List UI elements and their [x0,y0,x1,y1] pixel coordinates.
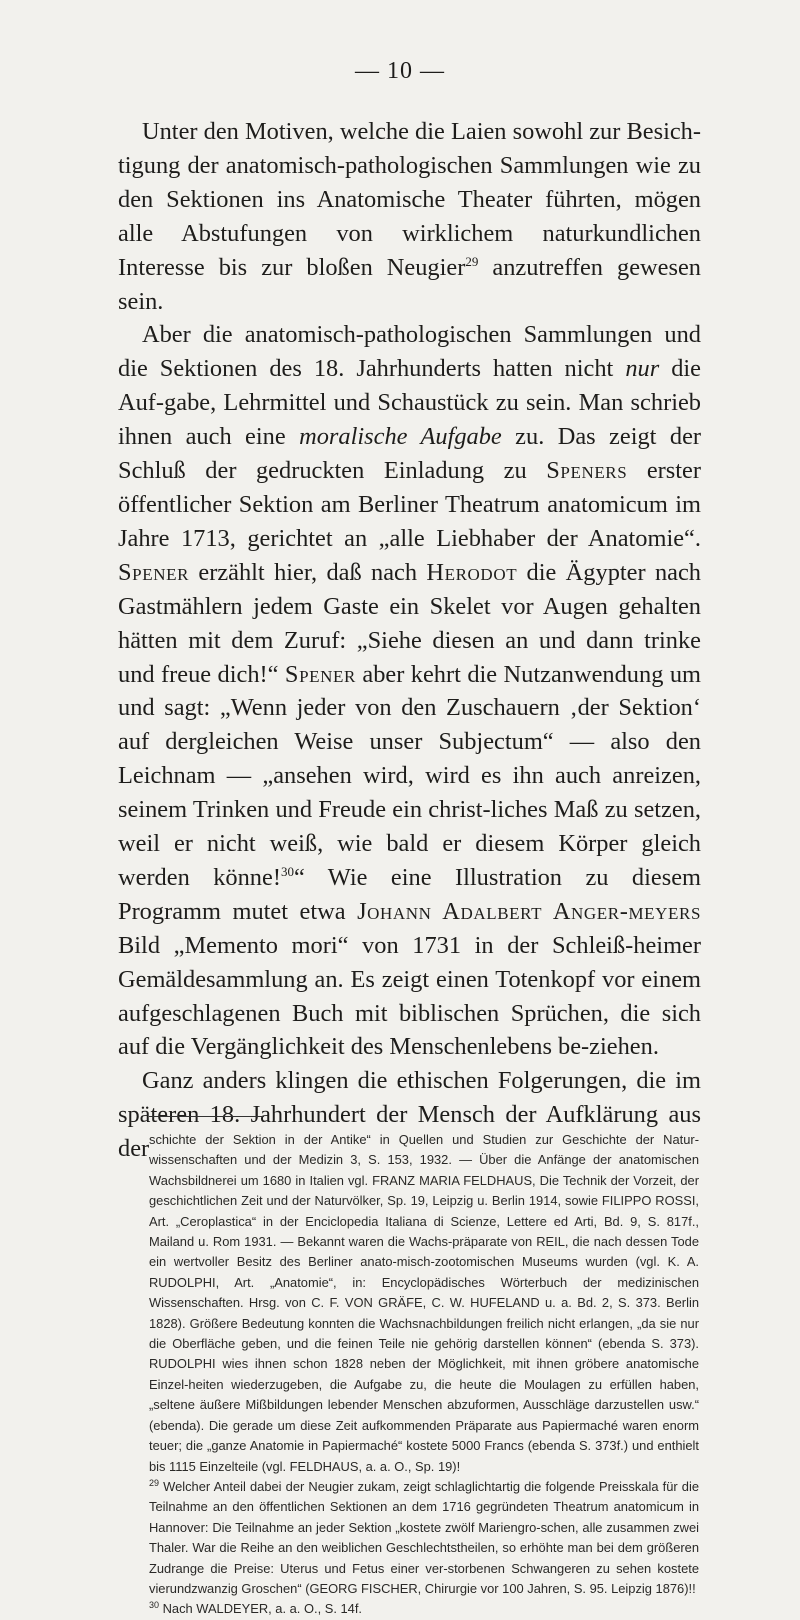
text-run: “ Wie eine Illustration zu diesem Programm mutet etwa [118,863,701,925]
emphasis: nur [625,355,660,383]
text-run: Unter den Motiven, welche die Laien sowohl zur Besich-tigung der anatomisch-pathologischen Sammlungen wie zu den Sektionen ins Anatomische Theater führten, mögen alle Abstufungen von wirklichem naturkundlichen Interesse bis zur bloßen Neugier [118,118,701,281]
text-run: die Ägypter nach Gastmählern jedem Gaste ein Skelet vor Augen gehalten hätten mit dem Zuruf: „Siehe diesen an und dann trinke und freue dich!“ [118,558,702,688]
footnotes [149,1130,699,1620]
paragraph-1 [118,115,701,318]
text-run: Bild „Memento mori“ von 1731 in der Schleiß-heimer Gemäldesammlung an. Es zeigt einen Totenkopf vor einem aufgeschlagenen Buch mit biblischen Sprüchen, die sich auf die Vergänglichkeit des Menschenlebens be-ziehen. [118,931,701,1061]
footnote-ref-29: 29 [465,253,479,269]
person-name: Speners [546,457,628,485]
text-run: die Auf-gabe, Lehrmittel und Schaustück zu sein. Man schrieb ihnen auch eine [118,355,701,451]
footnote-ref-30: 30 [280,863,294,879]
text-run: anzutreffen gewesen sein. [118,253,701,315]
person-name: Herodot [426,558,518,586]
footnote-continuation: schichte der Sektion in der Antike“ in Quellen und Studien zur Geschichte der Natur-wissenschaften und der Medizin 3, S. 153, 1932. — Über die Anfänge der anatomischen Wachsbildnerei um 1680 in Italien vgl. FRANZ MARIA FELDHAUS, Die Technik der Vorzeit, der geschichtlichen Zeit und der Naturvölker, Sp. 19, Leipzig u. Berlin 1914, sowie FILIPPO ROSSI, Art. „Ceroplastica“ in der Enciclopedia Italiana di Scienze, Lettere ed Arti, Bd. 9, S. 817f., Mailand u. Rom 1931. — Bekannt waren die Wachs-präparate von REIL, die nach dessen Tode ein wertvoller Besitz des Berliner anato-misch-zootomischen Museums wurden (vgl. K. A. RUDOLPHI, Art. „Anatomie“, in: Encyclopädisches Wörterbuch der medizinischen Wissenschaften. Hrsg. von C. F. VON GRÄFE, C. W. HUFELAND u. a. Bd. 2, S. 373. Berlin 1828). Größere Bedeutung konnten die Wachsnachbildungen freilich nicht erlangen, „da sie nur die Oberfläche geben, und die feinen Teile nie gehörig darstellen können“ (ebenda S. 373). RUDOLPHI wies ihnen schon 1828 neben der Möglichkeit, mit ihnen gröbere anatomische Einzel-heiten wiederzugeben, die Aufgabe zu, die heute die Moulagen zu erfüllen haben, „seltene äußere Mißbildungen lebender Menschen abzuformen, Ausschläge darzustellen usw.“ (ebenda). Die gerade um diese Zeit aufkommenden Präparate aus Papiermaché waren enorm teuer; die „ganze Anatomie in Papiermaché“ kostete 5000 Francs (ebenda S. 373f.) und enthielt bis 1115 Einzelteile (vgl. FELDHAUS, a. a. O., Sp. 19)! [149,1132,699,1474]
footnote-text: Nach WALDEYER, a. a. O., S. 14f. [159,1601,362,1617]
footnote-number: 29 [149,1477,160,1488]
main-text [118,115,701,1166]
text-run: erster öffentlicher Sektion am Berliner Theatrum anatomicum im Jahre 1713, gerichtet an „alle Liebhaber der Anatomie“. [118,457,702,552]
text-run: aber kehrt die Nutzanwendung um und sagt: „Wenn jeder von den Zuschauern ‚der Sektion‘ auf dergleichen Weise unser Subjectum“ — also den Leichnam — „ansehen wird, wird es ihn auch anreizen, seinem Trinken und Freude ein christ-liches Maß zu setzen, weil er nicht weiß, wie bald er diesem Körper gleich werden könne! [118,660,701,891]
footnote-number: 30 [149,1600,160,1611]
text-run: erzählt hier, daß nach [189,558,427,586]
person-name: Spener [284,660,356,688]
text-run: Aber die anatomisch-pathologischen Sammlungen und die Sektionen des 18. Jahrhunderts hatten nicht [118,321,701,383]
footnote-29 [149,1477,699,1599]
emphasis: moralische Aufgabe [299,423,502,451]
footnote-separator [149,1116,264,1117]
footnote-text: Welcher Anteil dabei der Neugier zukam, zeigt schlaglichtartig die folgende Preisskala für die Teilnahme an den öffentlichen Sektionen an dem 1716 gegründeten Theatrum anatomicum in Hannover: Die Teilnahme an jeder Sektion „kostete zwölf Mariengro-schen, alle zusammen zwei Thaler. War die Reihe an den weiblichen Geschlechtstheilen, so erhöhte man bei dem größeren Zudrange die Preise: Uterus und Fetus einer ver-storbenen Schwangeren zu sehen kostete vierundzwanzig Groschen“ (GEORG FISCHER, Chirurgie vor 100 Jahren, S. 95. Leipzig 1876)!! [149,1478,699,1596]
person-name: Johann Adalbert Anger-meyers [357,897,701,925]
paragraph-2 [118,318,701,1064]
text-run: zu. Das zeigt der Schluß der gedruckten Einladung zu [118,423,702,485]
page-number: — 10 — [355,58,445,84]
person-name: Spener [118,558,190,586]
footnote-30 [149,1599,699,1619]
paragraph-3: Ganz anders klingen die ethischen Folgerungen, die im späteren 18. Jahrhundert der Mensch der Aufklärung aus der [118,1067,701,1163]
